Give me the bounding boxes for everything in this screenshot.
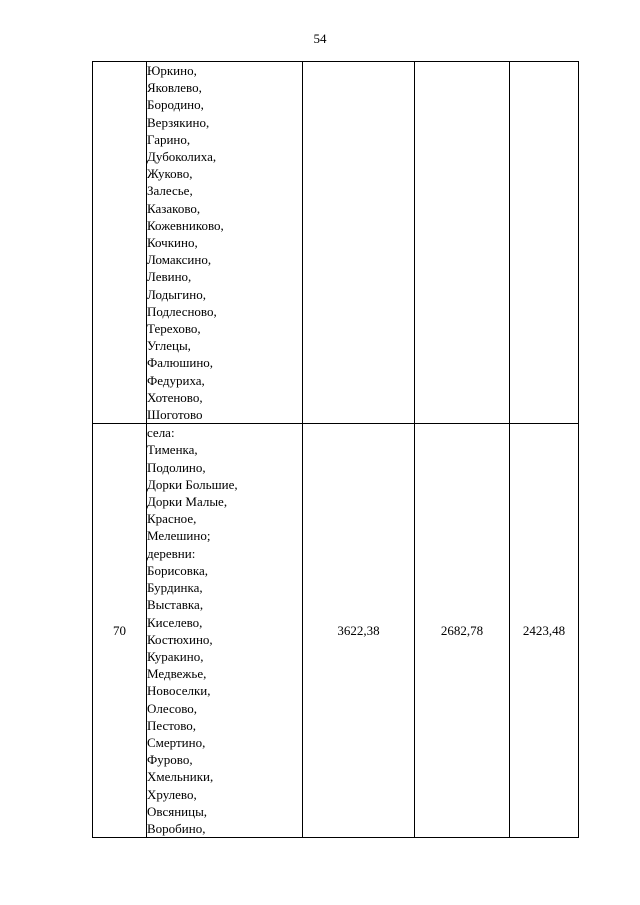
settlement-name: Борисовка, [147, 562, 208, 578]
settlement-name: Куракино, [147, 648, 204, 664]
settlement-name: Яковлево, [147, 80, 202, 96]
value-cell-2 [415, 62, 510, 424]
settlement-name: Красное, [147, 511, 197, 527]
settlement-name: Киселево, [147, 614, 203, 630]
settlement-name: Дорки Большие, [147, 476, 238, 492]
settlement-name: Пестово, [147, 717, 197, 733]
row-number-cell: 70 [93, 424, 147, 838]
settlement-name: Гарино, [147, 131, 191, 147]
settlement-name: Воробино, [147, 820, 206, 836]
settlement-name: Подлесново, [147, 303, 217, 319]
settlement-name: Федуриха, [147, 372, 205, 388]
row-number-cell [93, 62, 147, 424]
settlement-name: Жуково, [147, 166, 193, 182]
settlement-name: Углецы, [147, 338, 191, 354]
settlement-name: Залесье, [147, 183, 193, 199]
settlement-name: Новоселки, [147, 683, 211, 699]
settlement-name: Казаково, [147, 200, 201, 216]
value-cell-1 [303, 62, 415, 424]
settlement-name: Терехово, [147, 321, 201, 337]
settlements-cell [147, 424, 303, 838]
settlements-cell [147, 62, 303, 424]
settlement-name: Олесово, [147, 700, 198, 716]
page-number: 54 [313, 31, 327, 46]
settlement-name: Овсяницы, [147, 803, 208, 819]
settlement-name: Выставка, [147, 597, 204, 613]
value-cell-3: 2423,48 [510, 424, 579, 838]
value-cell-2: 2682,78 [415, 424, 510, 838]
settlement-name: Лодыгино, [147, 286, 206, 302]
settlement-name: Бородино, [147, 97, 204, 113]
settlement-name: Костюхино, [147, 631, 213, 647]
settlement-name: Ломаксино, [147, 252, 212, 268]
settlement-name: Смертино, [147, 734, 206, 750]
settlement-name: Шоготово [147, 407, 203, 423]
settlement-name: Мелешино; [147, 528, 211, 544]
settlement-name: Кочкино, [147, 235, 198, 251]
settlement-name: Фурово, [147, 752, 193, 768]
settlement-name: Левино, [147, 269, 192, 285]
settlement-name: Кожевниково, [147, 217, 224, 233]
settlement-name: Хмельники, [147, 769, 214, 785]
value-cell-1: 3622,38 [303, 424, 415, 838]
settlement-name: деревни: [147, 545, 196, 561]
settlement-name: Верзякино, [147, 114, 210, 130]
table-row [93, 62, 579, 424]
table-row [93, 424, 579, 838]
settlements-table [92, 61, 579, 838]
settlement-name: Юркино, [147, 63, 197, 78]
settlement-name: Бурдинка, [147, 580, 203, 596]
settlement-name: Медвежье, [147, 666, 207, 682]
settlement-name: Хрулево, [147, 786, 197, 802]
settlement-name: Тименка, [147, 442, 198, 458]
value-cell-3 [510, 62, 579, 424]
settlement-name: Дубоколиха, [147, 149, 217, 165]
settlement-name: Фалюшино, [147, 355, 214, 371]
settlement-name: Подолино, [147, 459, 206, 475]
settlement-name: Хотеново, [147, 389, 203, 405]
settlement-name: села: [147, 425, 175, 441]
settlement-name: Дорки Малые, [147, 494, 228, 510]
